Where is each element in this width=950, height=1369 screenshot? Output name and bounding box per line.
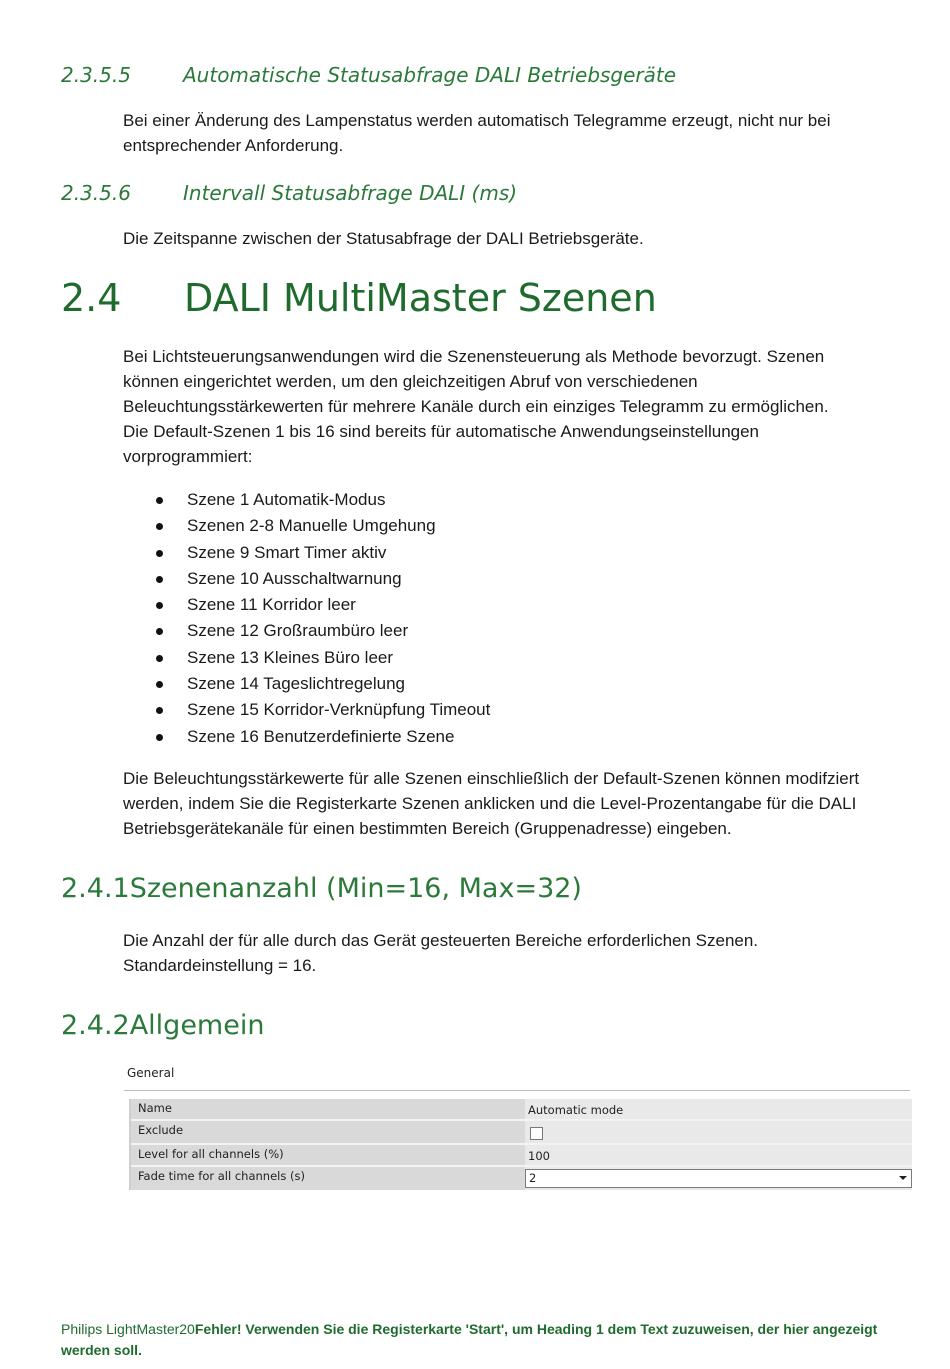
- list-item: Szene 10 Ausschaltwarnung: [152, 566, 490, 592]
- properties-table: [129, 1099, 912, 1190]
- heading-title: DALI MultiMaster Szenen: [184, 276, 657, 320]
- chevron-down-icon: [899, 1176, 907, 1180]
- paragraph-text: Standardeinstellung = 16.: [123, 956, 317, 975]
- fade-time-cell: [525, 1167, 912, 1190]
- heading-number: 2.3.5.6: [61, 181, 131, 205]
- heading-2-3-5-5: [61, 63, 676, 87]
- paragraph-2-3-5-5: [123, 108, 903, 158]
- list-item: Szene 14 Tageslichtregelung: [152, 671, 490, 697]
- paragraph-text: Die Default-Szenen 1 bis 16 sind bereits für automatische Anwendungseinstellungen vorprogrammiert:: [123, 422, 760, 466]
- level-field[interactable]: [525, 1145, 912, 1165]
- fade-time-dropdown[interactable]: [525, 1169, 912, 1188]
- list-item: Szene 12 Großraumbüro leer: [152, 618, 490, 644]
- heading-title: Intervall Statusabfrage DALI (ms): [183, 181, 518, 205]
- heading-title: Allgemein: [129, 1010, 265, 1041]
- list-item: Szene 13 Kleines Büro leer: [152, 645, 490, 671]
- heading-number: 2.4.1: [61, 873, 130, 904]
- list-item: Szene 11 Korridor leer: [152, 592, 490, 618]
- list-item: Szenen 2-8 Manuelle Umgehung: [152, 513, 490, 539]
- property-label: Exclude: [138, 1123, 184, 1137]
- panel-title: General: [127, 1066, 175, 1080]
- name-value: Automatic mode: [528, 1103, 624, 1117]
- property-label: Name: [138, 1101, 172, 1115]
- heading-number: 2.4: [61, 276, 122, 320]
- heading-2-4: [61, 276, 657, 320]
- heading-2-4-1: [61, 873, 582, 904]
- exclude-checkbox[interactable]: [530, 1127, 543, 1140]
- default-scenes-list: [152, 487, 490, 750]
- paragraph-text: Die Zeitspanne zwischen der Statusabfrage der DALI Betriebsgeräte.: [123, 229, 644, 248]
- property-row-exclude: [131, 1121, 912, 1143]
- list-item: Szene 15 Korridor-Verknüpfung Timeout: [152, 697, 490, 723]
- page-footer: [61, 1319, 891, 1361]
- list-item: Szene 16 Benutzerdefinierte Szene: [152, 724, 490, 750]
- exclude-cell: [525, 1121, 912, 1143]
- level-value: 100: [528, 1149, 550, 1163]
- heading-title: Szenenanzahl (Min=16, Max=32): [129, 873, 582, 904]
- heading-2-3-5-6: [61, 181, 517, 205]
- name-field[interactable]: [525, 1099, 912, 1119]
- list-item: Szene 9 Smart Timer aktiv: [152, 540, 490, 566]
- paragraph-2-4-intro: [123, 344, 883, 469]
- property-row-fade-time: [131, 1167, 912, 1190]
- general-settings-panel: [124, 1062, 910, 1192]
- paragraph-text: Die Anzahl der für alle durch das Gerät gesteuerten Bereiche erforderlichen Szenen.: [123, 931, 759, 950]
- paragraph-2-4-1: [123, 928, 903, 978]
- property-row-name: [131, 1099, 912, 1119]
- paragraph-text: Bei Lichtsteuerungsanwendungen wird die Szenensteuerung als Methode bevorzugt. Szenen können eingerichtet werden, um den gleichzeitigen Abruf von verschiedenen Beleuchtungsstärkewerten für mehrere Kanäle durch ein einziges Telegramm zu ermöglichen.: [123, 347, 829, 416]
- heading-title: Automatische Statusabfrage DALI Betriebsgeräte: [183, 63, 677, 87]
- heading-number: 2.3.5.5: [61, 63, 131, 87]
- heading-2-4-2: [61, 1010, 264, 1041]
- footer-product: Philips LightMaster20: [61, 1321, 195, 1337]
- paragraph-2-3-5-6: [123, 226, 903, 251]
- paragraph-text: Bei einer Änderung des Lampenstatus werden automatisch Telegramme erzeugt, nicht nur bei entsprechender Anforderung.: [123, 111, 831, 155]
- list-item: Szene 1 Automatik-Modus: [152, 487, 490, 513]
- paragraph-text: Die Beleuchtungsstärkewerte für alle Szenen einschließlich der Default-Szenen können modifziert werden, indem Sie die Registerkarte Szenen anklicken und die Level-Prozentangabe für die DALI Betriebsgerätekanäle für einen bestimmten Bereich (Gruppenadresse) eingeben.: [123, 769, 860, 838]
- property-label: Fade time for all channels (s): [138, 1169, 305, 1183]
- fade-time-value: 2: [529, 1171, 537, 1185]
- property-label: Level for all channels (%): [138, 1147, 284, 1161]
- footer-error: Fehler! Verwenden Sie die Registerkarte 'Start', um Heading 1 dem Text zuzuweisen, der hier angezeigt werden soll.: [61, 1321, 878, 1358]
- property-row-level: [131, 1145, 912, 1165]
- paragraph-2-4-scenes: [123, 766, 883, 841]
- panel-separator: [124, 1090, 910, 1091]
- heading-number: 2.4.2: [61, 1010, 130, 1041]
